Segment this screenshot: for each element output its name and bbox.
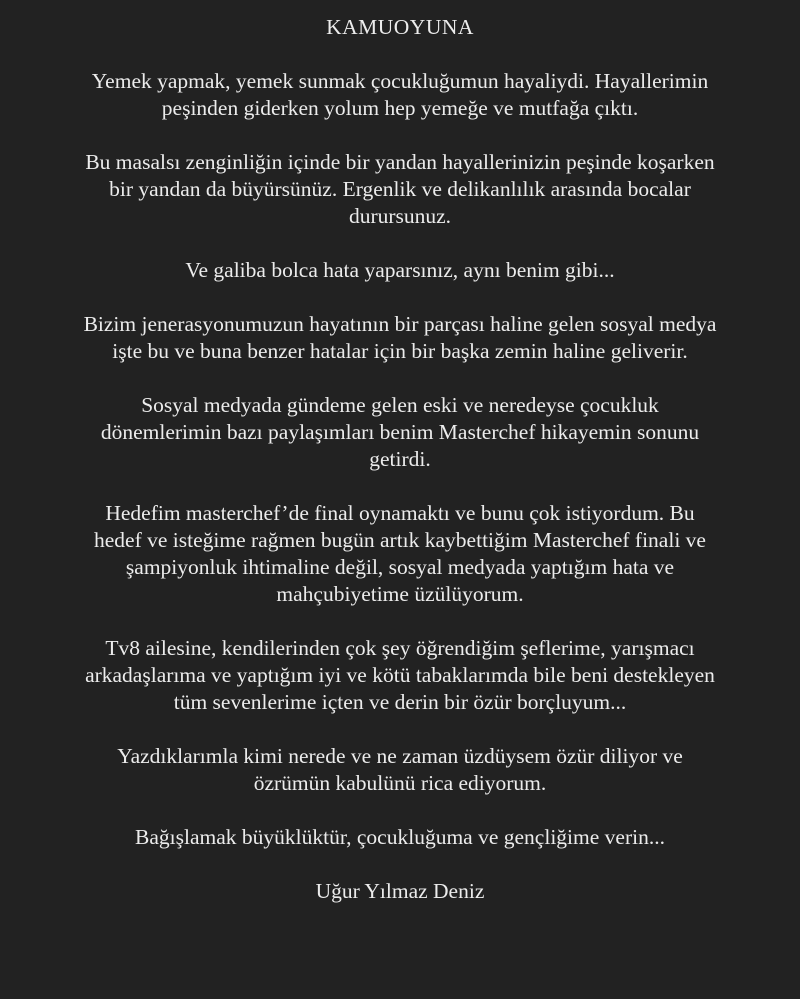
paragraph-line: Yazdıklarımla kimi nerede ve ne zaman üzdüysem özür diliyor ve [117, 744, 683, 768]
paragraph-2 [8, 149, 792, 230]
paragraph-line: Bizim jenerasyonumuzun hayatının bir parçası haline gelen sosyal medya [83, 312, 717, 336]
signature: Uğur Yılmaz Deniz [315, 879, 485, 903]
paragraph-line: tüm sevenlerime içten ve derin bir özür borçluyum... [173, 690, 627, 714]
paragraph-line: şampiyonluk ihtimaline değil, sosyal medyada yaptığım hata ve [125, 555, 675, 579]
paragraph-6 [8, 500, 792, 608]
paragraph-line: özrümün kabulünü rica ediyorum. [253, 771, 547, 795]
paragraph-line: peşinden giderken yolum hep yemeğe ve mutfağa çıktı. [161, 96, 639, 120]
paragraph-line: Bağışlamak büyüklüktür, çocukluğuma ve gençliğime verin... [135, 825, 665, 849]
paragraph-line: Ve galiba bolca hata yaparsınız, aynı benim gibi... [185, 258, 615, 282]
paragraph-4 [8, 311, 792, 365]
paragraph-line: arkadaşlarıma ve yaptığım iyi ve kötü tabaklarımda bile beni destekleyen [85, 663, 715, 687]
paragraph-1 [8, 68, 792, 122]
paragraph-9 [8, 824, 792, 851]
paragraph-line: hedef ve isteğime rağmen bugün artık kaybettiğim Masterchef finali ve [94, 528, 706, 552]
paragraph-7 [8, 635, 792, 716]
paragraph-line: durursunuz. [348, 204, 452, 228]
paragraph-line: getirdi. [369, 447, 431, 471]
paragraph-line: dönemlerimin bazı paylaşımları benim Masterchef hikayemin sonunu [100, 420, 700, 444]
paragraph-line: Yemek yapmak, yemek sunmak çocukluğumun hayaliydi. Hayallerimin [91, 69, 709, 93]
paragraph-line: Sosyal medyada gündeme gelen eski ve neredeyse çocukluk [141, 393, 659, 417]
statement-title: KAMUOYUNA [326, 15, 474, 39]
paragraph-5 [8, 392, 792, 473]
paragraph-line: Hedefim masterchef’de final oynamaktı ve bunu çok istiyordum. Bu [105, 501, 695, 525]
paragraph-line: Tv8 ailesine, kendilerinden çok şey öğrendiğim şeflerime, yarışmacı [105, 636, 695, 660]
paragraph-line: işte bu ve buna benzer hatalar için bir başka zemin haline geliverir. [112, 339, 688, 363]
paragraph-line: bir yandan da büyürsünüz. Ergenlik ve delikanlılık arasında bocalar [109, 177, 691, 201]
paragraph-8 [8, 743, 792, 797]
paragraph-line: Bu masalsı zenginliğin içinde bir yandan hayallerinizin peşinde koşarken [85, 150, 715, 174]
paragraph-line: mahçubiyetime üzülüyorum. [276, 582, 524, 606]
paragraph-3 [8, 257, 792, 284]
